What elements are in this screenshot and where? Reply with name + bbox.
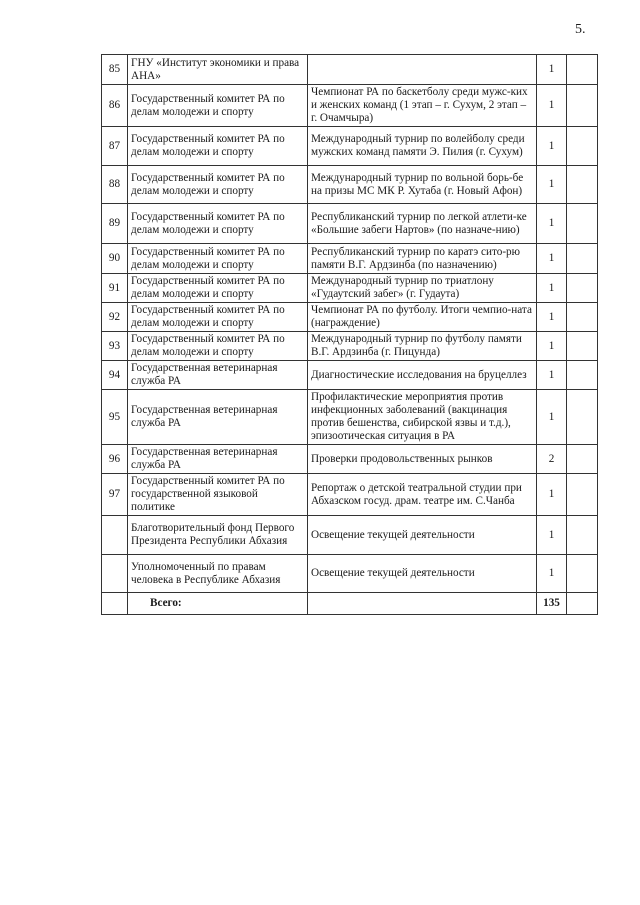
row-number: 87 [102, 127, 128, 166]
count-cell: 1 [537, 332, 567, 361]
count-cell: 1 [537, 85, 567, 127]
total-number-cell [102, 593, 128, 615]
table-row [102, 474, 598, 516]
organization-cell: Государственный комитет РА по делам молодежи и спорту [128, 244, 308, 274]
count-cell: 1 [537, 274, 567, 303]
extra-cell [567, 55, 598, 85]
event-cell: Республиканский турнир по легкой атлети-ке «Большие забеги Нартов» (по назначе-нию) [308, 204, 537, 244]
event-cell: Чемпионат РА по футболу. Итоги чемпио-ната (награждение) [308, 303, 537, 332]
total-count: 135 [537, 593, 567, 615]
event-cell: Международный турнир по футболу памяти В.Г. Ардзинба (г. Пицунда) [308, 332, 537, 361]
table-row [102, 555, 598, 593]
event-cell: Профилактические мероприятия против инфекционных заболеваний (вакцинация против бешенства, сибирской язвы и т.д.), эпизоотическая ситуация в РА [308, 390, 537, 445]
table-row [102, 204, 598, 244]
page-number: 5. [575, 22, 586, 37]
table-row [102, 445, 598, 474]
row-number: 91 [102, 274, 128, 303]
row-number: 95 [102, 390, 128, 445]
count-cell: 1 [537, 244, 567, 274]
event-cell: Проверки продовольственных рынков [308, 445, 537, 474]
organization-cell: Уполномоченный по правам человека в Республике Абхазия [128, 555, 308, 593]
event-cell: Республиканский турнир по каратэ сито-рю памяти В.Г. Ардзинба (по назначению) [308, 244, 537, 274]
extra-cell [567, 204, 598, 244]
extra-cell [567, 244, 598, 274]
extra-cell [567, 332, 598, 361]
organization-cell: Государственный комитет РА по делам молодежи и спорту [128, 204, 308, 244]
row-number: 90 [102, 244, 128, 274]
table-row [102, 244, 598, 274]
organization-cell: ГНУ «Институт экономики и права АНА» [128, 55, 308, 85]
total-label: Всего: [128, 593, 308, 615]
count-cell: 1 [537, 474, 567, 516]
count-cell: 1 [537, 516, 567, 555]
extra-cell [567, 274, 598, 303]
table-row [102, 332, 598, 361]
extra-cell [567, 474, 598, 516]
organization-cell: Государственный комитет РА по делам молодежи и спорту [128, 274, 308, 303]
row-number: 97 [102, 474, 128, 516]
row-number: 96 [102, 445, 128, 474]
count-cell: 1 [537, 555, 567, 593]
table-row [102, 55, 598, 85]
table-row [102, 85, 598, 127]
event-cell: Международный турнир по вольной борь-бе на призы МС МК Р. Хутаба (г. Новый Афон) [308, 166, 537, 204]
event-cell [308, 55, 537, 85]
organization-cell: Государственная ветеринарная служба РА [128, 390, 308, 445]
extra-cell [567, 390, 598, 445]
organization-cell: Благотворительный фонд Первого Президента Республики Абхазия [128, 516, 308, 555]
row-number: 94 [102, 361, 128, 390]
organization-cell: Государственный комитет РА по делам молодежи и спорту [128, 166, 308, 204]
extra-cell [567, 445, 598, 474]
row-number: 93 [102, 332, 128, 361]
count-cell: 1 [537, 361, 567, 390]
extra-cell [567, 166, 598, 204]
total-event-cell [308, 593, 537, 615]
event-cell: Чемпионат РА по баскетболу среди мужс-ких и женских команд (1 этап – г. Сухум, 2 этап – г. Очамчыра) [308, 85, 537, 127]
table-row [102, 274, 598, 303]
organization-cell: Государственный комитет РА по государственной языковой политике [128, 474, 308, 516]
table-row [102, 303, 598, 332]
row-number: 92 [102, 303, 128, 332]
row-number: 86 [102, 85, 128, 127]
organization-cell: Государственный комитет РА по делам молодежи и спорту [128, 85, 308, 127]
extra-cell [567, 127, 598, 166]
count-cell: 1 [537, 303, 567, 332]
event-cell: Освещение текущей деятельности [308, 516, 537, 555]
total-row [102, 593, 598, 615]
table-row [102, 361, 598, 390]
event-cell: Освещение текущей деятельности [308, 555, 537, 593]
organization-cell: Государственный комитет РА по делам молодежи и спорту [128, 303, 308, 332]
event-cell: Диагностические исследования на бруцеллез [308, 361, 537, 390]
table-row [102, 390, 598, 445]
row-number [102, 555, 128, 593]
organization-cell: Государственная ветеринарная служба РА [128, 361, 308, 390]
count-cell: 1 [537, 390, 567, 445]
organization-cell: Государственный комитет РА по делам молодежи и спорту [128, 127, 308, 166]
extra-cell [567, 516, 598, 555]
organization-cell: Государственный комитет РА по делам молодежи и спорту [128, 332, 308, 361]
count-cell: 1 [537, 204, 567, 244]
organization-cell: Государственная ветеринарная служба РА [128, 445, 308, 474]
row-number [102, 516, 128, 555]
row-number: 85 [102, 55, 128, 85]
extra-cell [567, 361, 598, 390]
event-cell: Репортаж о детской театральной студии при Абхазском госуд. драм. театре им. С.Чанба [308, 474, 537, 516]
extra-cell [567, 85, 598, 127]
extra-cell [567, 555, 598, 593]
table-row [102, 127, 598, 166]
report-table [101, 54, 598, 615]
event-cell: Международный турнир по волейболу среди мужских команд памяти Э. Пилия (г. Сухум) [308, 127, 537, 166]
row-number: 88 [102, 166, 128, 204]
count-cell: 1 [537, 55, 567, 85]
table-row [102, 516, 598, 555]
total-extra-cell [567, 593, 598, 615]
extra-cell [567, 303, 598, 332]
count-cell: 2 [537, 445, 567, 474]
event-cell: Международный турнир по триатлону «Гудаутский забег» (г. Гудаута) [308, 274, 537, 303]
table-row [102, 166, 598, 204]
count-cell: 1 [537, 127, 567, 166]
row-number: 89 [102, 204, 128, 244]
count-cell: 1 [537, 166, 567, 204]
table-body [102, 55, 598, 615]
